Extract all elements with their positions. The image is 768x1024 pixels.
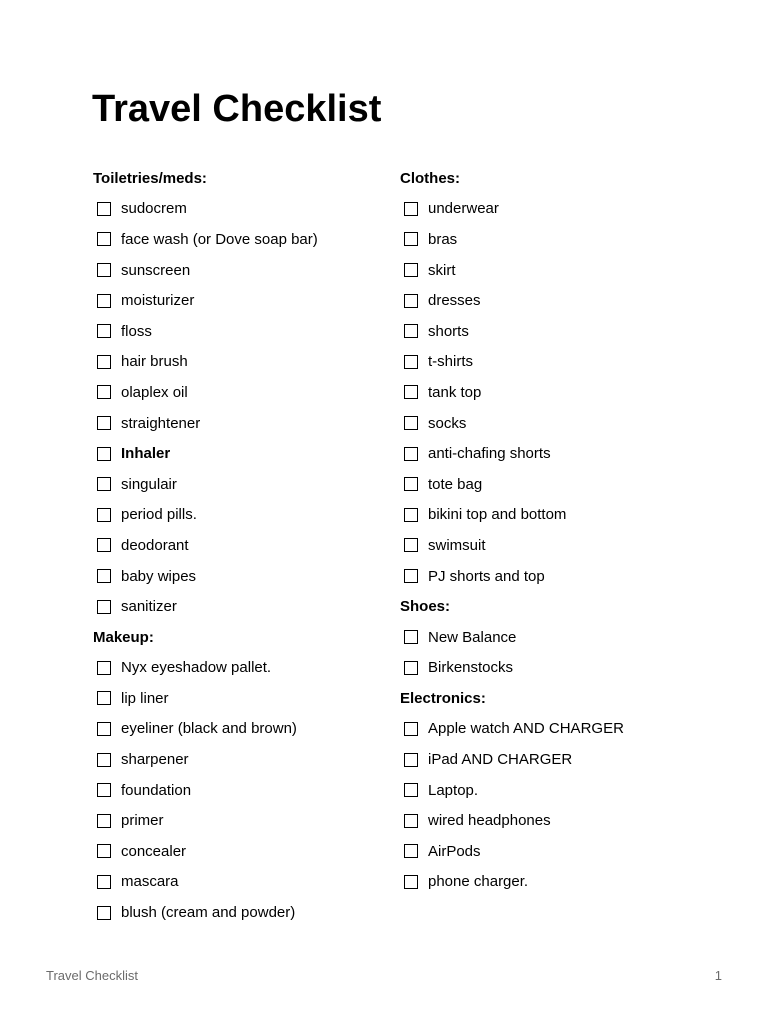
checkbox-icon[interactable] <box>97 202 111 216</box>
checkbox-icon[interactable] <box>97 232 111 246</box>
footer-title: Travel Checklist <box>46 968 138 983</box>
checklist-item[interactable] <box>93 500 383 531</box>
checklist-item-label: t-shirts <box>428 353 473 371</box>
checklist-item[interactable] <box>400 744 700 775</box>
checklist-item[interactable] <box>400 867 700 898</box>
checkbox-icon[interactable] <box>404 477 418 491</box>
checklist-item[interactable] <box>400 500 700 531</box>
checklist-item-label: deodorant <box>121 536 189 554</box>
checklist-item[interactable] <box>93 255 383 286</box>
checklist-item-label: swimsuit <box>428 536 486 554</box>
checkbox-icon[interactable] <box>404 630 418 644</box>
checkbox-icon[interactable] <box>404 263 418 277</box>
checklist-item-label: phone charger. <box>428 873 529 891</box>
checklist-item[interactable] <box>93 805 383 836</box>
checklist-item[interactable] <box>93 347 383 378</box>
section-heading: Clothes: <box>400 169 460 187</box>
checklist-item-label: concealer <box>121 842 187 860</box>
checkbox-icon[interactable] <box>404 661 418 675</box>
checkbox-icon[interactable] <box>404 538 418 552</box>
checklist-item[interactable] <box>93 653 383 684</box>
checkbox-icon[interactable] <box>97 906 111 920</box>
checklist-item[interactable] <box>400 714 700 745</box>
checklist-item-label: sharpener <box>121 751 189 769</box>
checklist-item[interactable] <box>400 530 700 561</box>
checklist-item[interactable] <box>93 836 383 867</box>
page-title: Travel Checklist <box>92 88 382 130</box>
checklist-item[interactable] <box>93 775 383 806</box>
checklist-item-label: PJ shorts and top <box>428 567 545 585</box>
checklist-item[interactable] <box>400 438 700 469</box>
checkbox-icon[interactable] <box>404 202 418 216</box>
checklist-item[interactable] <box>400 408 700 439</box>
checklist-item-label: moisturizer <box>121 292 195 310</box>
checklist-item[interactable] <box>400 622 700 653</box>
checklist-item[interactable] <box>93 867 383 898</box>
checklist-item-label: eyeliner (black and brown) <box>121 720 297 738</box>
checkbox-icon[interactable] <box>404 232 418 246</box>
checklist-item-label: Birkenstocks <box>428 659 514 677</box>
checklist-item[interactable] <box>93 224 383 255</box>
checklist-item-label: bras <box>428 230 458 248</box>
section-heading: Shoes: <box>400 598 451 616</box>
checkbox-icon[interactable] <box>404 844 418 858</box>
checklist-item[interactable] <box>400 316 700 347</box>
checklist-item-label: underwear <box>428 200 499 218</box>
checklist-item-label: Nyx eyeshadow pallet. <box>121 659 272 677</box>
checklist-item-label: sunscreen <box>121 261 191 279</box>
checklist-item[interactable] <box>93 469 383 500</box>
section-heading: Makeup: <box>93 628 154 646</box>
checklist-item-label: primer <box>121 812 164 830</box>
checklist-item-label: mascara <box>121 873 179 891</box>
checklist-column-right <box>400 163 700 897</box>
checklist-item-label: shorts <box>428 322 469 340</box>
checklist-item-label: Laptop. <box>428 781 479 799</box>
checkbox-icon[interactable] <box>404 324 418 338</box>
checklist-item-label: lip liner <box>121 689 169 707</box>
checklist-item-label: baby wipes <box>121 567 197 585</box>
checkbox-icon[interactable] <box>404 416 418 430</box>
checklist-item[interactable] <box>93 438 383 469</box>
checklist-item[interactable] <box>93 377 383 408</box>
checklist-item-label: tote bag <box>428 475 483 493</box>
checklist-item[interactable] <box>93 285 383 316</box>
checkbox-icon[interactable] <box>404 722 418 736</box>
checkbox-icon[interactable] <box>97 844 111 858</box>
checklist-column-left <box>93 163 383 928</box>
checklist-item-label: New Balance <box>428 628 517 646</box>
checklist-item[interactable] <box>400 224 700 255</box>
checklist-item[interactable] <box>400 377 700 408</box>
checklist-item-label: foundation <box>121 781 192 799</box>
checklist-item-label: Apple watch AND CHARGER <box>428 720 624 738</box>
checkbox-icon[interactable] <box>97 508 111 522</box>
checkbox-icon[interactable] <box>97 324 111 338</box>
checklist-item[interactable] <box>400 805 700 836</box>
checkbox-icon[interactable] <box>404 355 418 369</box>
checkbox-icon[interactable] <box>97 661 111 675</box>
checklist-item-label: wired headphones <box>428 812 551 830</box>
checkbox-icon[interactable] <box>97 294 111 308</box>
checklist-item-label: Inhaler <box>121 445 171 463</box>
checklist-item[interactable] <box>93 316 383 347</box>
checklist-item-label: face wash (or Dove soap bar) <box>121 230 318 248</box>
checklist-item-label: socks <box>428 414 467 432</box>
checkbox-icon[interactable] <box>97 416 111 430</box>
checkbox-icon[interactable] <box>97 814 111 828</box>
checklist-item-label: sanitizer <box>121 598 177 616</box>
checkbox-icon[interactable] <box>404 569 418 583</box>
checkbox-icon[interactable] <box>97 355 111 369</box>
checklist-item[interactable] <box>400 469 700 500</box>
checkbox-icon[interactable] <box>404 753 418 767</box>
checklist-item-label: sudocrem <box>121 200 187 218</box>
checkbox-icon[interactable] <box>97 538 111 552</box>
checklist-item[interactable] <box>93 561 383 592</box>
checklist-item-label: hair brush <box>121 353 188 371</box>
checklist-item-label: period pills. <box>121 506 197 524</box>
checklist-item[interactable] <box>400 836 700 867</box>
checklist-item-label: anti-chafing shorts <box>428 445 551 463</box>
checklist-item-label: tank top <box>428 383 482 401</box>
checkbox-icon[interactable] <box>404 875 418 889</box>
checklist-item-label: AirPods <box>428 842 481 860</box>
checkbox-icon[interactable] <box>97 783 111 797</box>
checklist-item-label: blush (cream and powder) <box>121 904 296 922</box>
checkbox-icon[interactable] <box>404 814 418 828</box>
checkbox-icon[interactable] <box>97 722 111 736</box>
section-heading: Toiletries/meds: <box>93 169 207 187</box>
checkbox-icon[interactable] <box>404 508 418 522</box>
checkbox-icon[interactable] <box>404 783 418 797</box>
checklist-item-label: singulair <box>121 475 177 493</box>
checklist-item-label: bikini top and bottom <box>428 506 567 524</box>
checklist-item-label: skirt <box>428 261 456 279</box>
checklist-item[interactable] <box>93 897 383 928</box>
checkbox-icon[interactable] <box>97 569 111 583</box>
checklist-item-label: straightener <box>121 414 201 432</box>
checklist-item-label: dresses <box>428 292 481 310</box>
checkbox-icon[interactable] <box>97 691 111 705</box>
checkbox-icon[interactable] <box>97 447 111 461</box>
checklist-item[interactable] <box>93 408 383 439</box>
checklist-item-label: olaplex oil <box>121 383 188 401</box>
page-number: 1 <box>714 968 722 983</box>
checklist-item[interactable] <box>400 194 700 225</box>
checklist-item[interactable] <box>400 347 700 378</box>
checklist-item[interactable] <box>93 530 383 561</box>
checklist-item[interactable] <box>93 683 383 714</box>
checkbox-icon[interactable] <box>404 447 418 461</box>
checkbox-icon[interactable] <box>404 294 418 308</box>
checklist-item[interactable] <box>93 744 383 775</box>
checklist-item[interactable] <box>93 591 383 622</box>
checklist-item-label: iPad AND CHARGER <box>428 751 573 769</box>
checkbox-icon[interactable] <box>97 600 111 614</box>
checklist-item[interactable] <box>93 714 383 745</box>
section-heading: Electronics: <box>400 689 486 707</box>
checklist-item-label: floss <box>121 322 152 340</box>
checklist-item[interactable] <box>400 285 700 316</box>
checkbox-icon[interactable] <box>97 385 111 399</box>
checkbox-icon[interactable] <box>97 753 111 767</box>
checklist-item[interactable] <box>400 255 700 286</box>
checklist-item[interactable] <box>400 653 700 684</box>
checklist-item[interactable] <box>400 561 700 592</box>
checkbox-icon[interactable] <box>97 263 111 277</box>
checkbox-icon[interactable] <box>97 477 111 491</box>
checkbox-icon[interactable] <box>97 875 111 889</box>
checklist-item[interactable] <box>400 775 700 806</box>
checkbox-icon[interactable] <box>404 385 418 399</box>
checklist-item[interactable] <box>93 194 383 225</box>
